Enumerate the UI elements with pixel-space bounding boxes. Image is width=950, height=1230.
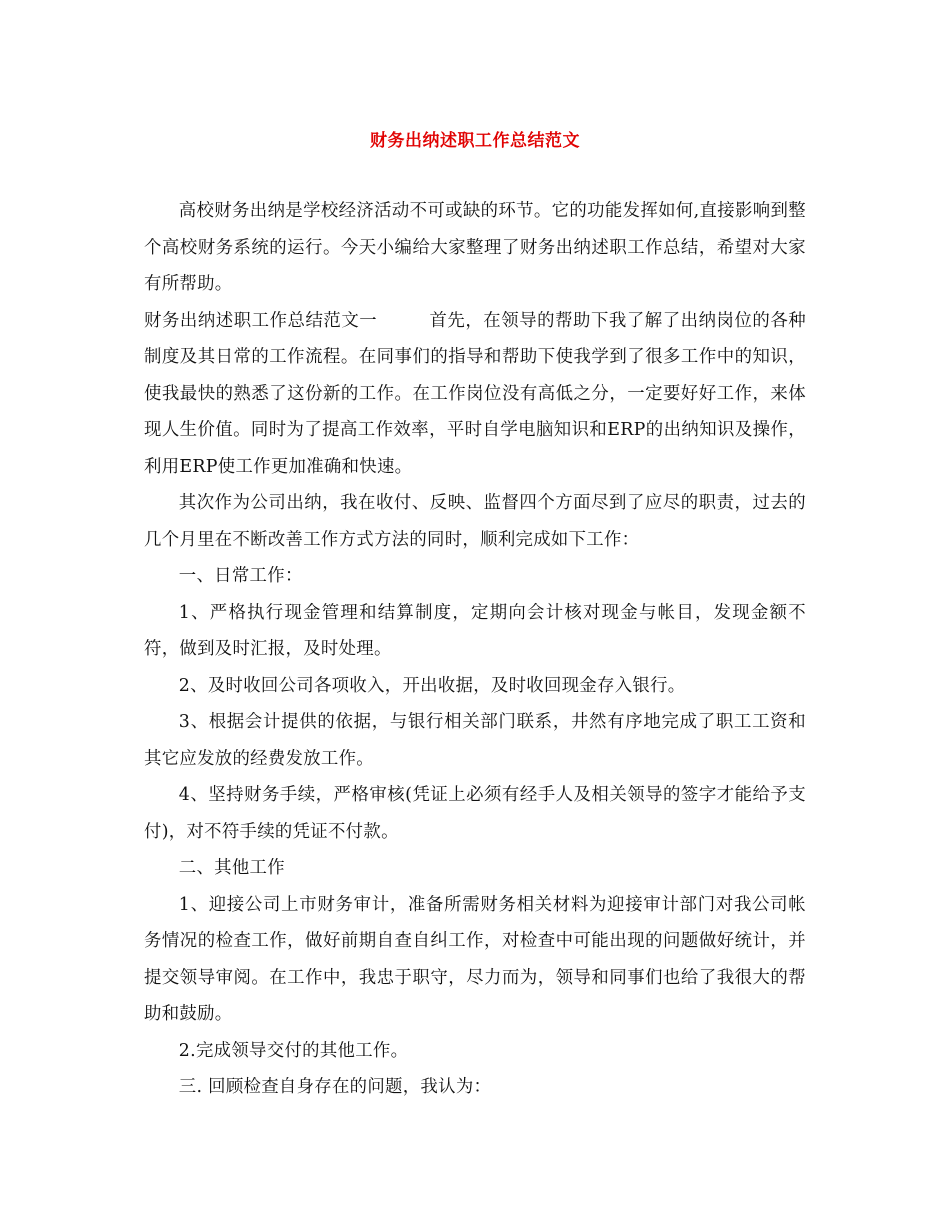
daily-item-3: 3、根据会计提供的依据，与银行相关部门联系，井然有序地完成了职工工资和其它应发放的经费发放工作。 — [144, 712, 806, 769]
daily-item-4: 4、坚持财务手续，严格审核(凭证上必须有经手人及相关领导的签字才能给予支付)，对不符手续的凭证不付款。 — [144, 785, 806, 842]
document-title: 财务出纳述职工作总结范文 — [370, 131, 580, 151]
other-item-2: 2.完成领导交付的其他工作。 — [178, 1040, 409, 1061]
daily-item-1: 1、严格执行现金管理和结算制度，定期向会计核对现金与帐目，发现金额不符，做到及时汇报，及时处理。 — [144, 602, 806, 659]
section-paragraph-text: 首先，在领导的帮助下我了解了出纳岗位的各种制度及其日常的工作流程。在同事们的指导和帮助下使我学到了很多工作中的知识，使我最快的熟悉了这份新的工作。在工作岗位没有高低之分，一定要好好工作，来体现人生价值。同时为了提高工作效率，平时自学电脑知识和ERP的出纳知识及操作，利用ERP使工作更加准确和快速。 — [144, 310, 806, 477]
heading-other-work: 二、其他工作 — [178, 858, 285, 878]
daily-item-2: 2、及时收回公司各项收入，开出收据，及时收回现金存入银行。 — [178, 675, 686, 696]
section-heading: 财务出纳述职工作总结范文一 — [144, 310, 378, 331]
other-item-1: 1、迎接公司上市财务审计，准备所需财务相关材料为迎接审计部门对我公司帐务情况的检查工作，做好前期自查自纠工作，对检查中可能出现的问题做好统计，并提交领导审阅。在工作中，我忠于职守，尽力而为，领导和同事们也给了我很大的帮助和鼓励。 — [144, 894, 806, 1024]
section-paragraph — [144, 303, 806, 486]
paragraph-responsibilities: 其次作为公司出纳，我在收付、反映、监督四个方面尽到了应尽的职责，过去的几个月里在不断改善工作方式方法的同时，顺利完成如下工作： — [144, 493, 806, 550]
intro-paragraph: 高校财务出纳是学校经济活动不可或缺的环节。它的功能发挥如何,直接影响到整个高校财务系统的运行。今天小编给大家整理了财务出纳述职工作总结，希望对大家有所帮助。 — [144, 201, 806, 294]
document-body — [144, 193, 806, 1106]
heading-review: 三. 回顾检查自身存在的问题，我认为： — [178, 1077, 492, 1097]
heading-daily-work: 一、日常工作： — [178, 566, 303, 586]
